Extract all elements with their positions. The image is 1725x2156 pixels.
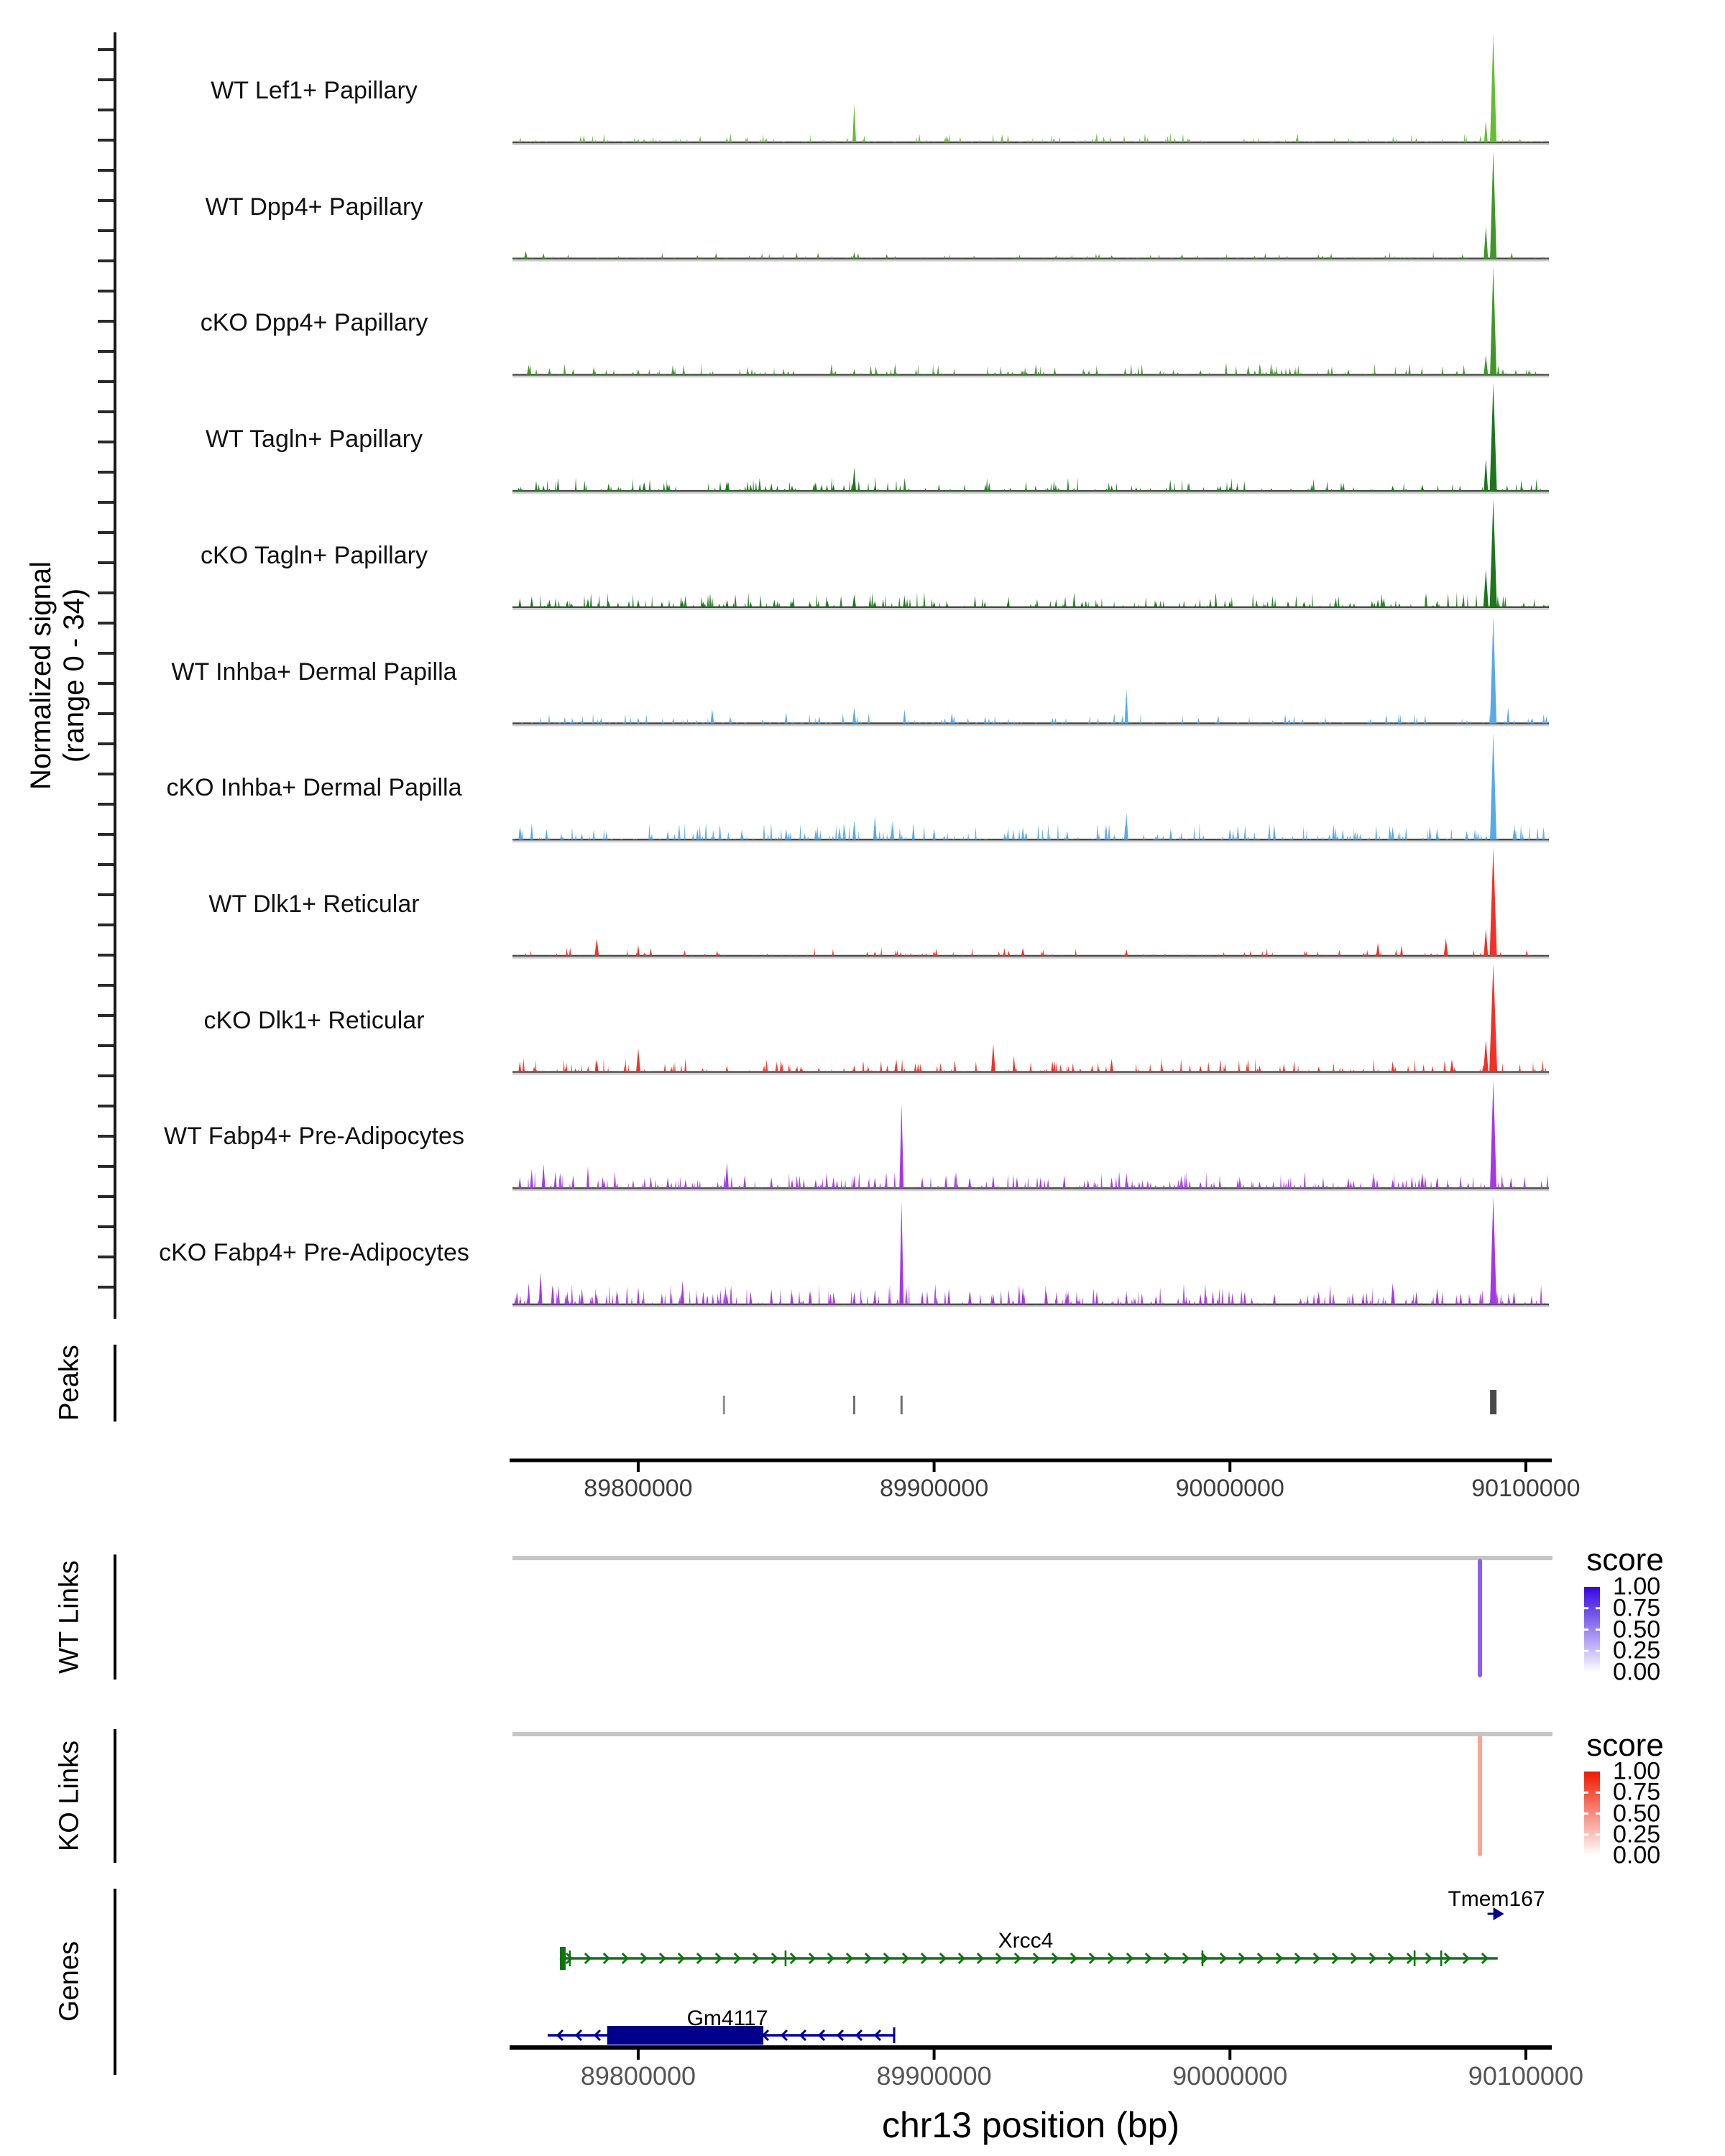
track-label: cKO Dpp4+ Papillary (200, 309, 428, 337)
section-label-peaks: Peaks (54, 1345, 85, 1421)
score-legend-tick-label: 0.00 (1613, 1658, 1661, 1686)
signal-peaks-area (542, 383, 1496, 491)
score-legend-tick-label: 0.75 (1613, 1594, 1661, 1622)
signal-peaks-area (637, 34, 1522, 142)
peak-mark (1490, 1390, 1496, 1414)
peak-mark (723, 1396, 725, 1414)
middle-axis-tick-label: 90000000 (1175, 1475, 1284, 1502)
score-legend-tick-label: 1.00 (1613, 1757, 1661, 1785)
signal-peaks-area (518, 499, 1496, 607)
track-label: cKO Fabp4+ Pre-Adipocytes (159, 1239, 469, 1266)
score-legend-notch (1584, 1650, 1588, 1652)
signal-peaks-area (518, 1080, 1512, 1188)
middle-axis-tick-label: 90100000 (1471, 1475, 1581, 1502)
bottom-axis-tick-label: 90100000 (1468, 2061, 1583, 2091)
peak-mark (853, 1396, 855, 1414)
signal-peaks-area (524, 151, 1496, 259)
section-label-wt-links: WT Links (54, 1560, 85, 1674)
gene-exon-tick-xrcc4 (1202, 1950, 1204, 1966)
track-label: WT Lef1+ Papillary (211, 77, 418, 104)
signal-peaks-area (515, 1197, 1515, 1304)
track-label: WT Dlk1+ Reticular (208, 890, 420, 918)
peak-mark (901, 1396, 903, 1414)
signal-peaks-area (518, 964, 1497, 1072)
gene-exon-tick-xrcc4 (569, 1950, 571, 1966)
gene-exon-tick-xrcc4 (1414, 1950, 1416, 1966)
signal-noise (517, 133, 1542, 142)
score-legend-tick-label: 1.00 (1613, 1572, 1661, 1600)
gene-name-label: Gm4117 (686, 2007, 768, 2030)
gene-end-tick-gm4117 (893, 2027, 896, 2043)
signal-noise (515, 477, 1549, 491)
gene-name-label: Tmem167 (1448, 1887, 1545, 1911)
gene-exon-tick-xrcc4 (1440, 1950, 1443, 1966)
track-label: cKO Tagln+ Papillary (201, 541, 428, 569)
link-line-ko (1478, 1735, 1482, 1856)
y-axis-title (24, 561, 91, 790)
track-label: WT Fabp4+ Pre-Adipocytes (164, 1123, 464, 1151)
gene-exon-xrcc4 (560, 1947, 566, 1970)
bottom-axis-tick-label: 89800000 (580, 2061, 696, 2091)
score-legend-notch (1596, 1650, 1600, 1652)
score-legend-notch (1596, 1812, 1600, 1815)
signal-noise (521, 713, 1547, 723)
signal-peaks-area (518, 732, 1515, 839)
y-axis-title-line1: Normalized signal (25, 561, 57, 790)
signal-noise (520, 1171, 1548, 1189)
links-top-bar (512, 1556, 1552, 1560)
score-legend-notch (1596, 1833, 1600, 1835)
score-legend-notch (1584, 1792, 1588, 1794)
middle-axis-tick-label: 89800000 (584, 1475, 693, 1502)
signal-noise (514, 252, 1548, 258)
score-legend-title: score (1586, 1728, 1664, 1763)
score-legend-notch (1596, 1628, 1600, 1631)
links-top-bar (512, 1732, 1552, 1736)
track-label: cKO Dlk1+ Reticular (203, 1006, 425, 1034)
score-legend-tick-label: 0.25 (1613, 1820, 1661, 1848)
score-legend-notch (1596, 1607, 1600, 1609)
score-legend-notch (1596, 1792, 1600, 1794)
signal-peaks-area (527, 267, 1496, 374)
score-legend-tick-label: 0.00 (1613, 1841, 1661, 1869)
score-legend-tick-label: 0.75 (1613, 1778, 1661, 1806)
score-legend-tick-label: 0.25 (1613, 1636, 1661, 1664)
track-label: WT Dpp4+ Papillary (205, 193, 423, 221)
signal-peaks-area (594, 848, 1496, 956)
score-legend-notch (1584, 1833, 1588, 1835)
signal-noise (533, 592, 1550, 607)
track-label: WT Inhba+ Dermal Papilla (171, 658, 457, 686)
track-label: WT Tagln+ Papillary (205, 425, 423, 453)
score-legend-tick-label: 0.50 (1613, 1616, 1661, 1643)
middle-axis-tick-label: 89900000 (879, 1475, 989, 1502)
signal-noise (516, 947, 1539, 956)
bottom-axis-tick-label: 89900000 (876, 2061, 992, 2091)
score-legend-notch (1584, 1812, 1588, 1815)
score-legend-title: score (1586, 1542, 1664, 1577)
x-axis-title: chr13 position (bp) (881, 2105, 1180, 2145)
section-label-ko-links: KO Links (54, 1740, 85, 1852)
signal-noise (515, 1284, 1546, 1304)
score-legend-notch (1584, 1607, 1588, 1609)
gene-name-label: Xrcc4 (998, 1929, 1054, 1953)
score-legend-tick-label: 0.50 (1613, 1800, 1661, 1827)
y-axis-title-line2: (range 0 - 34) (58, 588, 90, 763)
score-legend-notch (1584, 1628, 1588, 1631)
section-label-genes: Genes (54, 1941, 85, 2022)
bottom-axis-tick-label: 90000000 (1172, 2061, 1288, 2091)
signal-peaks-area (637, 616, 1509, 724)
gene-exon-tick-xrcc4 (785, 1950, 787, 1966)
link-line-wt (1478, 1559, 1482, 1677)
track-label: cKO Inhba+ Dermal Papilla (166, 774, 462, 802)
